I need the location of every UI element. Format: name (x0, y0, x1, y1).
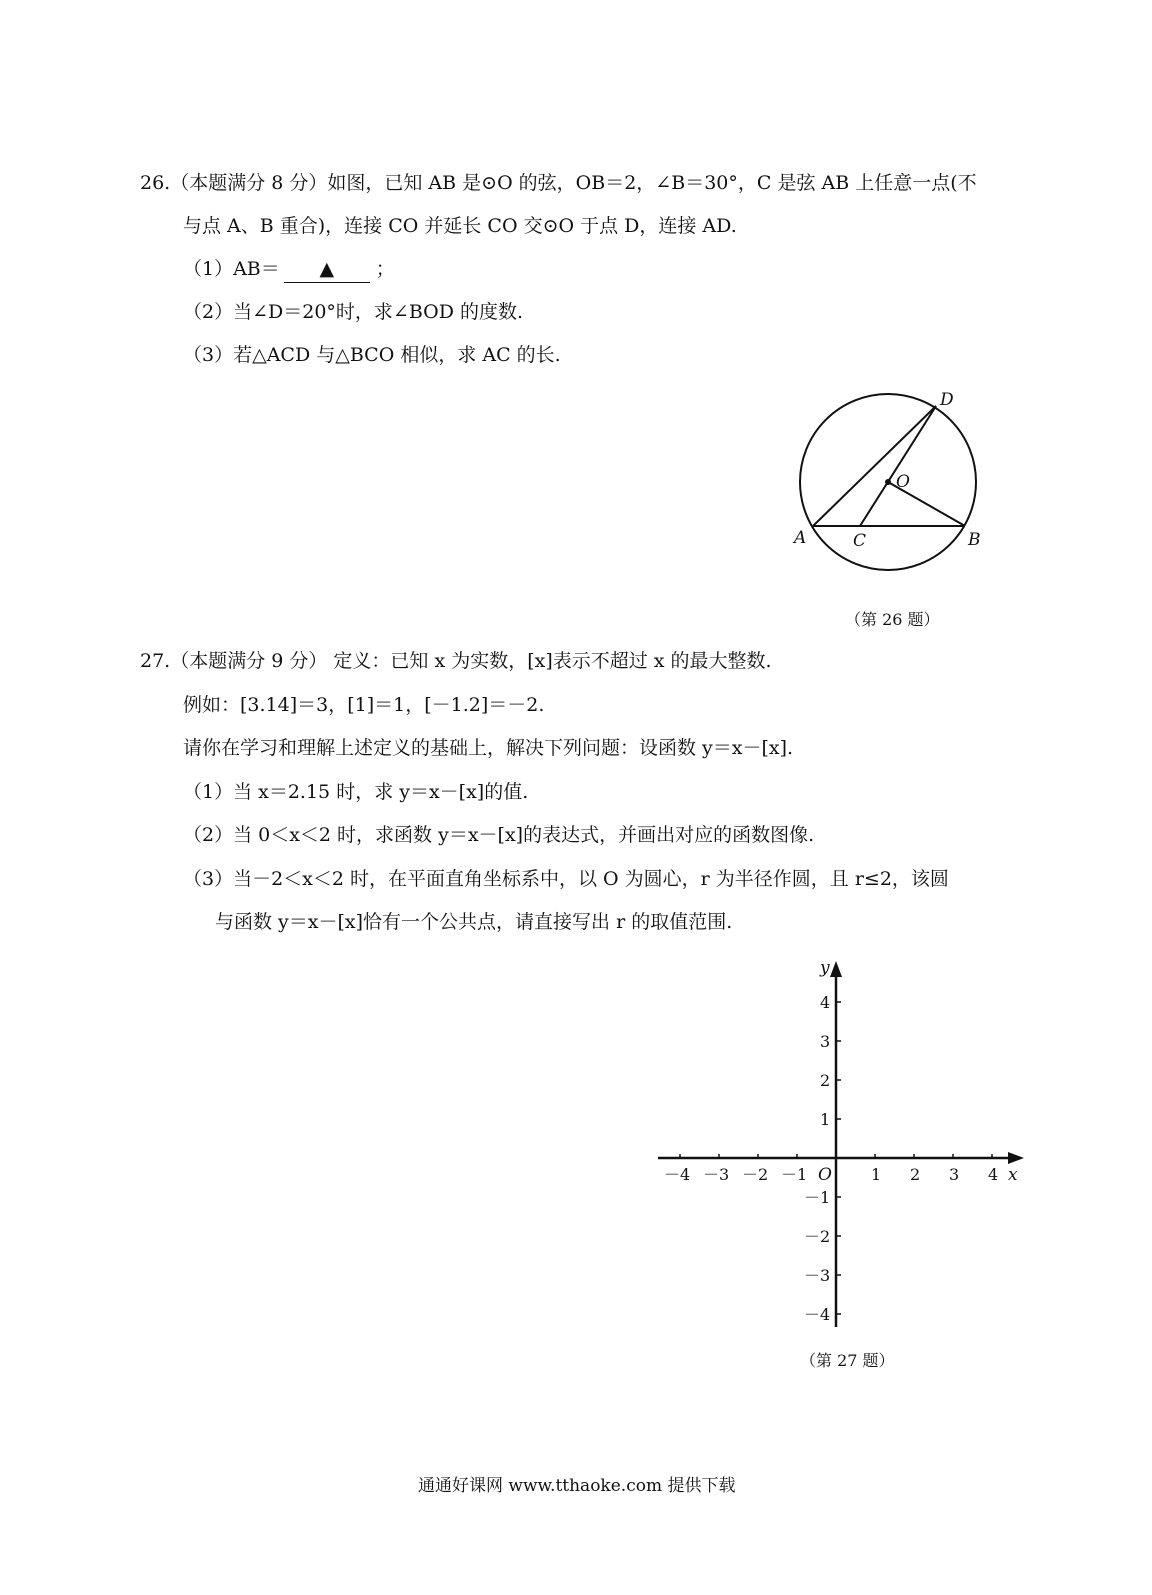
segment-cd (860, 406, 936, 526)
x-tick-label: －4 (664, 1165, 691, 1184)
q27-example: 例如：[3.14]＝3，[1]＝1，[－1.2]＝－2. (183, 694, 545, 716)
x-tick-label: －2 (742, 1165, 769, 1184)
x-axis-arrow (1008, 1152, 1024, 1164)
label-a: A (794, 528, 807, 548)
q26-part1-prefix: （1）AB＝ (183, 258, 280, 280)
y-tick-label: －2 (804, 1227, 831, 1246)
x-tick-label: 4 (988, 1165, 999, 1184)
y-tick-label: 2 (820, 1071, 831, 1090)
y-tick-label: －1 (804, 1188, 831, 1207)
q27-part3-line2: 与函数 y＝x－[x]恰有一个公共点，请直接写出 r 的取值范围. (215, 911, 733, 933)
x-axis-label: x (1008, 1165, 1018, 1185)
label-b: B (968, 530, 981, 550)
y-tick-label: 1 (820, 1110, 831, 1129)
q27-part2: （2）当 0＜x＜2 时，求函数 y＝x－[x]的表达式，并画出对应的函数图像. (183, 824, 815, 846)
segment-ad (813, 406, 936, 526)
q27-part3-line1: （3）当－2＜x＜2 时，在平面直角坐标系中，以 O 为圆心，r 为半径作圆，且 r≤2，该圆 (183, 868, 949, 890)
center-point (885, 479, 891, 485)
y-axis-label: y (820, 958, 830, 978)
q26-part1-suffix: ； (375, 258, 395, 280)
y-axis-arrow (830, 961, 842, 977)
q27-coordinate-plane (650, 955, 1030, 1340)
x-tick-label: －3 (703, 1165, 730, 1184)
q27-intro: 请你在学习和理解上述定义的基础上，解决下列问题：设函数 y＝x－[x]. (183, 737, 794, 759)
y-tick-label: －4 (804, 1305, 831, 1324)
q26-figure-caption: （第 26 题） (845, 610, 940, 629)
x-tick-label: 1 (871, 1165, 882, 1184)
q26-part3: （3）若△ACD 与△BCO 相似，求 AC 的长. (183, 344, 561, 366)
y-tick-label: 3 (820, 1032, 831, 1051)
label-d: D (940, 390, 954, 410)
q27-part1: （1）当 x＝2.15 时，求 y＝x－[x]的值. (183, 781, 529, 803)
x-tick-label: 2 (910, 1165, 921, 1184)
label-o: O (896, 472, 910, 492)
x-tick-label: －1 (781, 1165, 808, 1184)
y-tick-label: 4 (820, 993, 831, 1012)
page-footer: 通通好课网 www.tthaoke.com 提供下载 (418, 1476, 736, 1496)
q26-part1 (183, 256, 395, 283)
origin-label: O (818, 1165, 832, 1185)
q27-stem-line1: 27.（本题满分 9 分） 定义：已知 x 为实数，[x]表示不超过 x 的最大整数. (140, 650, 772, 672)
x-tick-label: 3 (949, 1165, 960, 1184)
label-c: C (853, 531, 867, 551)
q26-circle-figure (790, 385, 990, 585)
answer-blank: ▲ (284, 256, 370, 283)
q26-part2: （2）当∠D＝20°时，求∠BOD 的度数. (183, 301, 524, 323)
q27-figure-caption: （第 27 题） (800, 1351, 895, 1370)
y-tick-label: －3 (804, 1266, 831, 1285)
q26-stem-line2: 与点 A、B 重合)，连接 CO 并延长 CO 交⊙O 于点 D，连接 AD. (183, 215, 737, 237)
q26-stem-line1: 26.（本题满分 8 分）如图，已知 AB 是⊙O 的弦，OB＝2，∠B＝30°，C 是弦 AB 上任意一点(不 (140, 172, 977, 194)
